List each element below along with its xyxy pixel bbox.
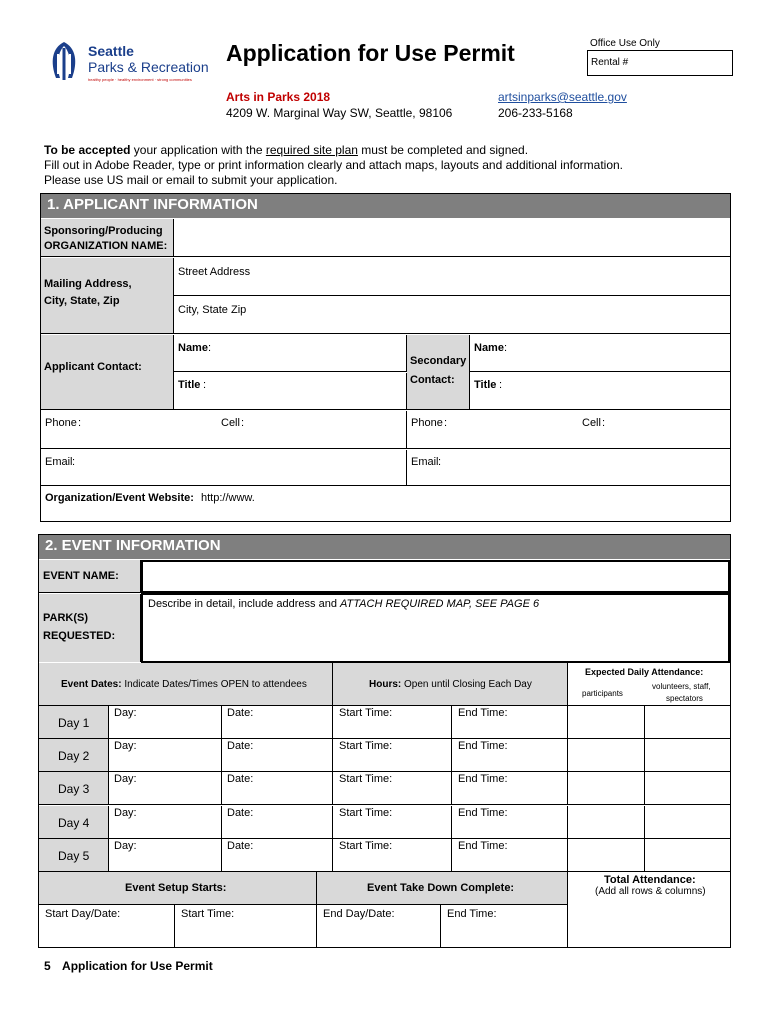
day-field[interactable] xyxy=(109,706,222,738)
hours-bold: Hours: xyxy=(369,679,402,690)
secondary-email-cell[interactable] xyxy=(407,450,730,486)
footer-text: Application for Use Permit xyxy=(62,959,213,973)
start-time-field[interactable] xyxy=(333,706,452,738)
program-name: Arts in Parks 2018 xyxy=(226,90,331,104)
hours-rest: Open until Closing Each Day xyxy=(401,679,532,690)
secondary-phone-label: Phone xyxy=(411,417,443,429)
date-field[interactable] xyxy=(222,806,333,838)
start-time-field[interactable] xyxy=(333,772,452,804)
site-plan-link[interactable]: required site plan xyxy=(265,143,358,157)
colon: : xyxy=(504,342,508,354)
date-field-label: Date: xyxy=(227,707,254,719)
end-time-field[interactable] xyxy=(452,706,568,738)
end-time-field-label: End Time: xyxy=(458,740,508,752)
start-time-field-label: Start Time: xyxy=(339,707,393,719)
applicant-title-label: Title xyxy=(178,379,201,391)
event-dates-bold: Event Dates: xyxy=(61,679,122,690)
rental-label: Rental # xyxy=(591,57,629,68)
secondary-label-1: Secondary xyxy=(410,355,467,367)
day-field[interactable] xyxy=(109,739,222,771)
participants-field[interactable] xyxy=(568,806,645,838)
intro-bold: To be accepted xyxy=(44,143,131,157)
parks-input[interactable] xyxy=(141,593,730,663)
event-dates-header xyxy=(39,663,333,706)
attendance-header xyxy=(568,663,730,706)
applicant-contact-label-cell xyxy=(41,335,174,410)
event-name-label: EVENT NAME: xyxy=(43,570,119,582)
end-day-date-label: End Day/Date: xyxy=(323,908,395,920)
website-value: http://www. xyxy=(201,492,255,504)
end-time-field[interactable] xyxy=(452,772,568,804)
volunteers-field[interactable] xyxy=(645,706,730,738)
event-name-input[interactable] xyxy=(141,560,730,593)
city-state-zip-input[interactable] xyxy=(174,297,730,334)
event-name-label-cell xyxy=(39,560,141,593)
volunteers-label: volunteers, staff, xyxy=(652,682,711,691)
date-field-label: Date: xyxy=(227,740,254,752)
day-field[interactable] xyxy=(109,839,222,871)
start-time-field-label: Start Time: xyxy=(339,807,393,819)
participants-field[interactable] xyxy=(568,739,645,771)
participants-field[interactable] xyxy=(568,839,645,871)
end-time-field-label: End Time: xyxy=(458,707,508,719)
secondary-label-2: Contact: xyxy=(410,374,455,386)
colon: : xyxy=(602,417,606,429)
day-field-label: Day: xyxy=(114,773,137,785)
end-time-field[interactable] xyxy=(452,839,568,871)
logo-line2: Parks & Recreation xyxy=(88,59,209,75)
end-time-field-label: End Time: xyxy=(458,807,508,819)
date-field[interactable] xyxy=(222,839,333,871)
parks-label-1: PARK(S) xyxy=(43,612,89,624)
total-attendance-note: (Add all rows & columns) xyxy=(595,886,706,897)
day-row xyxy=(39,806,730,839)
applicant-name-label: Name xyxy=(178,342,208,354)
day-label-cell xyxy=(39,706,109,738)
day-label-cell-label: Day 3 xyxy=(58,782,90,796)
start-time-label: Start Time: xyxy=(181,908,235,920)
seattle-parks-leaf-icon xyxy=(46,40,82,82)
day-field-label: Day: xyxy=(114,740,137,752)
date-field-label: Date: xyxy=(227,840,254,852)
program-address: 4209 W. Marginal Way SW, Seattle, 98106 xyxy=(226,106,453,120)
day-field-label: Day: xyxy=(114,807,137,819)
start-time-field-label: Start Time: xyxy=(339,773,393,785)
day-row xyxy=(39,739,730,772)
day-label-cell xyxy=(39,839,109,871)
section1-header: 1. APPLICANT INFORMATION xyxy=(41,194,730,218)
participants-field[interactable] xyxy=(568,706,645,738)
start-time-field-label: Start Time: xyxy=(339,840,393,852)
secondary-cell-label: Cell xyxy=(582,417,601,429)
colon: : xyxy=(78,417,82,429)
applicant-title-input[interactable] xyxy=(174,373,407,410)
applicant-email-cell[interactable] xyxy=(41,450,407,486)
colon: : xyxy=(203,379,207,391)
day-label-cell xyxy=(39,806,109,838)
colon: : xyxy=(499,379,503,391)
day-label-cell-label: Day 2 xyxy=(58,749,90,763)
takedown-header xyxy=(317,872,568,905)
secondary-email-label: Email xyxy=(411,456,439,468)
day-row xyxy=(39,839,730,872)
event-dates-header-text xyxy=(61,679,307,690)
secondary-title-input[interactable] xyxy=(470,373,730,410)
intro-line2: Fill out in Adobe Reader, type or print information clearly and attach maps, layouts and additional information. xyxy=(44,158,623,172)
applicant-phone-label: Phone xyxy=(45,417,77,429)
hours-header-text xyxy=(369,679,532,690)
parks-desc-text: Describe in detail, include address and xyxy=(148,598,341,610)
end-day-date-cell[interactable] xyxy=(317,905,441,947)
start-time-field[interactable] xyxy=(333,739,452,771)
start-day-date-cell[interactable] xyxy=(39,905,175,947)
website-label: Organization/Event Website: xyxy=(45,492,194,504)
program-email-link[interactable]: artsinparks@seattle.gov xyxy=(498,90,627,104)
street-address-input[interactable] xyxy=(174,258,730,296)
start-time-field[interactable] xyxy=(333,839,452,871)
volunteers-field[interactable] xyxy=(645,772,730,804)
volunteers-field[interactable] xyxy=(645,839,730,871)
participants-field[interactable] xyxy=(568,772,645,804)
colon: : xyxy=(444,417,448,429)
date-field[interactable] xyxy=(222,706,333,738)
start-time-field-label: Start Time: xyxy=(339,740,393,752)
secondary-title-label: Title xyxy=(474,379,497,391)
org-label-1: Sponsoring/Producing xyxy=(44,225,163,237)
end-time-field[interactable] xyxy=(452,806,568,838)
start-time-cell[interactable] xyxy=(175,905,317,947)
end-time-cell[interactable] xyxy=(441,905,568,947)
colon: : xyxy=(438,456,442,468)
spectators-label: spectators xyxy=(666,694,703,703)
participants-label: participants xyxy=(582,689,623,698)
total-attendance-label: Total Attendance: xyxy=(604,874,696,886)
end-time-field-label: End Time: xyxy=(458,840,508,852)
website-cell[interactable] xyxy=(41,487,730,521)
org-label-2: ORGANIZATION NAME: xyxy=(44,240,168,252)
org-name-label-cell xyxy=(41,219,174,257)
applicant-name-input[interactable] xyxy=(174,335,407,372)
logo-line1: Seattle xyxy=(88,43,134,59)
day-label-cell-label: Day 4 xyxy=(58,816,90,830)
page-title: Application for Use Permit xyxy=(226,40,515,66)
date-field-label: Date: xyxy=(227,807,254,819)
footer xyxy=(44,959,213,973)
parks-label-2: REQUESTED: xyxy=(43,630,116,642)
hours-header xyxy=(333,663,568,706)
logo xyxy=(46,40,216,86)
volunteers-field[interactable] xyxy=(645,739,730,771)
day-label-cell xyxy=(39,772,109,804)
setup-header-text: Event Setup Starts: xyxy=(125,882,227,894)
parks-description xyxy=(148,598,539,610)
start-day-date-label: Start Day/Date: xyxy=(45,908,121,920)
city-placeholder: City, State Zip xyxy=(178,304,247,316)
day-label-cell-label: Day 1 xyxy=(58,716,90,730)
applicant-cell-label: Cell xyxy=(221,417,240,429)
day-field-label: Day: xyxy=(114,707,137,719)
intro-line3: Please use US mail or email to submit your application. xyxy=(44,173,338,187)
date-field-label: Date: xyxy=(227,773,254,785)
intro-line1 xyxy=(44,143,528,157)
date-field[interactable] xyxy=(222,739,333,771)
colon: : xyxy=(72,456,76,468)
program-phone: 206-233-5168 xyxy=(498,106,573,120)
day-field[interactable] xyxy=(109,806,222,838)
section2-header: 2. EVENT INFORMATION xyxy=(39,535,730,559)
mail-label-1: Mailing Address, xyxy=(44,278,132,290)
attendance-header-text: Expected Daily Attendance: xyxy=(585,667,704,677)
day-row xyxy=(39,772,730,805)
footer-page-number: 5 xyxy=(44,959,51,973)
org-name-input[interactable] xyxy=(174,219,730,257)
day-label-cell-label: Day 5 xyxy=(58,849,90,863)
volunteers-field[interactable] xyxy=(645,806,730,838)
date-field[interactable] xyxy=(222,772,333,804)
colon: : xyxy=(241,417,245,429)
applicant-phone-cell[interactable] xyxy=(41,411,407,449)
secondary-name-input[interactable] xyxy=(470,335,730,372)
end-time-field-label: End Time: xyxy=(458,773,508,785)
day-label-cell xyxy=(39,739,109,771)
mail-label-2: City, State, Zip xyxy=(44,295,120,307)
secondary-contact-label-cell xyxy=(407,335,470,410)
secondary-phone-cell[interactable] xyxy=(407,411,730,449)
logo-tagline: healthy people · healthy environment · strong communities xyxy=(88,77,192,82)
intro-text-a: your application with the xyxy=(130,143,266,157)
setup-header xyxy=(39,872,317,905)
start-time-field[interactable] xyxy=(333,806,452,838)
office-use-label: Office Use Only xyxy=(590,38,660,49)
rental-box[interactable] xyxy=(587,50,733,76)
parks-desc-italic: ATTACH REQUIRED MAP, SEE PAGE 6 xyxy=(340,598,540,610)
mailing-label-cell xyxy=(41,258,174,334)
end-time-field[interactable] xyxy=(452,739,568,771)
parks-label-cell xyxy=(39,594,141,662)
applicant-email-label: Email xyxy=(45,456,73,468)
day-field[interactable] xyxy=(109,772,222,804)
end-time-label: End Time: xyxy=(447,908,497,920)
secondary-name-label: Name xyxy=(474,342,504,354)
event-dates-rest: Indicate Dates/Times OPEN to attendees xyxy=(121,679,307,690)
total-attendance-cell[interactable] xyxy=(568,872,730,947)
day-row xyxy=(39,706,730,739)
takedown-header-text: Event Take Down Complete: xyxy=(367,882,515,894)
colon: : xyxy=(208,342,212,354)
intro-text-b: must be completed and signed. xyxy=(357,143,529,157)
day-field-label: Day: xyxy=(114,840,137,852)
street-placeholder: Street Address xyxy=(178,266,251,278)
applicant-contact-label: Applicant Contact: xyxy=(44,361,142,373)
